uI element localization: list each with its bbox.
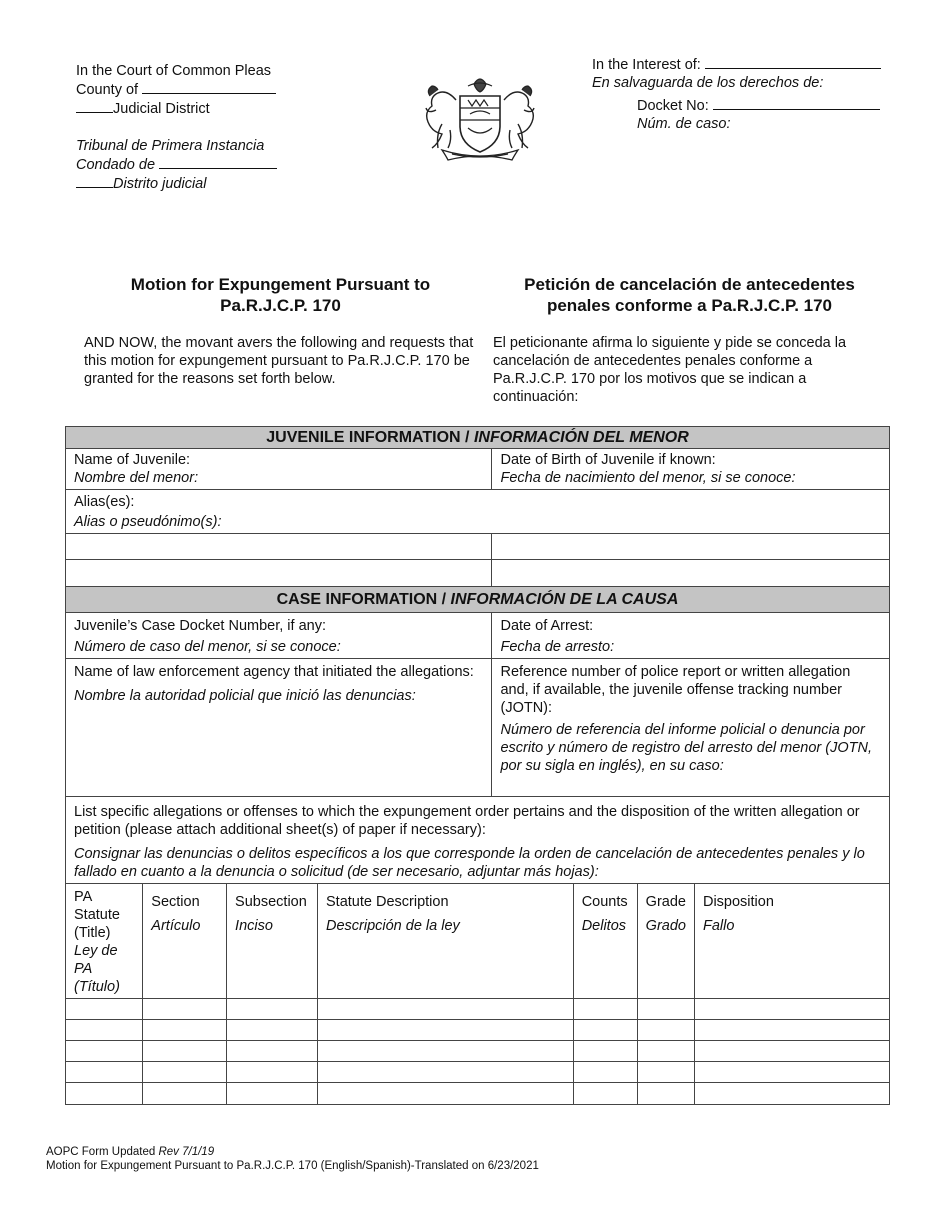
district-number-field[interactable] [76,99,113,113]
cell[interactable] [66,1020,143,1041]
cell[interactable] [694,999,889,1020]
juvenile-dob-cell[interactable]: Date of Birth of Juvenile if known: Fecha de nacimiento del menor, si se conoce: [492,449,890,490]
cell[interactable] [66,1041,143,1062]
column-header: Counts Delitos [573,884,637,999]
column-header: Statute Description Descripción de la ley [318,884,574,999]
docket-label-es: Núm. de caso: [637,116,731,132]
cell[interactable] [227,1083,318,1104]
district-label: Judicial District [113,101,210,117]
cell[interactable] [318,999,574,1020]
reference-number-cell[interactable]: Reference number of police report or written allegation and, if available, the juvenile offense tracking number (JOTN): Número de referencia del informe policial o denuncia por escrito y número de registro del arresto del menor (JOTN, por su sigla en inglés), en su caso: [492,659,890,797]
offense-table-wrapper [66,884,890,1105]
intro-english: AND NOW, the movant avers the following and requests that this motion for expungement pursuant to Pa.R.J.C.P. 170 be granted for the reasons set forth below. [84,335,474,387]
cell[interactable] [227,1041,318,1062]
court-caption-english [76,62,336,118]
cell[interactable] [66,999,143,1020]
docket-field[interactable] [713,96,880,110]
case-docket-cell[interactable]: Juvenile’s Case Docket Number, if any: Número de caso del menor, si se conoce: [66,613,492,659]
table-row[interactable] [66,999,889,1020]
arrest-date-cell[interactable]: Date of Arrest: Fecha de arresto: [492,613,890,659]
cell[interactable] [573,1020,637,1041]
county-label: County of [76,82,139,98]
column-header: Disposition Fallo [702,894,774,934]
cell[interactable] [694,1083,889,1104]
district-label-es: Distrito judicial [113,176,207,192]
cell[interactable] [227,1020,318,1041]
column-header: Subsection Inciso [227,884,318,999]
cell[interactable] [573,1083,637,1104]
court-caption-spanish [76,137,336,193]
cell[interactable] [143,1020,227,1041]
column-header: PA Statute (Title) Ley de PA (Título) [66,884,143,999]
cell[interactable] [694,1062,889,1083]
cell[interactable] [694,1041,889,1062]
cell[interactable] [637,1041,694,1062]
alias-cell[interactable]: Alias(es): Alias o pseudónimo(s): [66,490,890,534]
juvenile-section-header: JUVENILE INFORMATION / INFORMACIÓN DEL MENOR [66,427,890,449]
cell[interactable] [637,1020,694,1041]
cell[interactable] [227,999,318,1020]
cell[interactable] [637,999,694,1020]
county-field[interactable] [142,80,276,94]
cell[interactable] [143,1083,227,1104]
cell[interactable] [637,1083,694,1104]
intro-spanish: El peticionante afirma lo siguiente y pide se conceda la cancelación de antecedentes penales conforme a Pa.R.J.C.P. 170 por los motivos que se indican a continuación: [493,335,847,405]
agency-cell[interactable]: Name of law enforcement agency that initiated the allegations: Nombre la autoridad policial que inició las denuncias: [66,659,492,797]
cell[interactable] [227,1062,318,1083]
cell[interactable] [66,1083,143,1104]
cell[interactable] [573,1062,637,1083]
cell[interactable] [318,1062,574,1083]
column-header: Grade Grado [637,884,694,999]
interest-label-es: En salvaguarda de los derechos de: [592,75,824,91]
court-name: In the Court of Common Pleas [76,63,272,79]
alias-entry-field[interactable] [66,560,492,587]
county-label-es: Condado de [76,157,156,173]
interest-label: In the Interest of: [592,57,701,73]
cell[interactable] [143,999,227,1020]
table-row[interactable] [66,1062,889,1083]
table-row[interactable] [66,1083,889,1104]
cell[interactable] [318,1041,574,1062]
interest-field[interactable] [705,55,881,69]
juvenile-name-cell[interactable]: Name of Juvenile: Nombre del menor: [66,449,492,490]
form-footer: AOPC Form Updated Rev 7/1/19 Motion for Expungement Pursuant to Pa.R.J.C.P. 170 (English/Spanish)-Translated on 6/23/2021 [46,1146,539,1172]
interest-line [592,55,892,92]
offense-table [66,884,889,1104]
offense-table-header [66,884,889,999]
column-header: Section Artículo [143,884,227,999]
cell[interactable] [66,1062,143,1083]
county-field-es[interactable] [159,155,277,169]
cell[interactable] [573,999,637,1020]
district-number-field-es[interactable] [76,174,113,188]
alias-entry-field[interactable] [492,534,890,560]
table-row[interactable] [66,1020,889,1041]
table-row[interactable] [66,1041,889,1062]
pennsylvania-seal-icon [412,70,548,162]
title-english: Motion for Expungement Pursuant to Pa.R.J.C.P. 170 [130,275,431,315]
cell[interactable] [694,1020,889,1041]
cell[interactable] [143,1041,227,1062]
docket-label: Docket No: [637,98,709,114]
cell[interactable] [318,1020,574,1041]
motion-form-table [65,426,890,1105]
cell[interactable] [573,1041,637,1062]
case-section-header: CASE INFORMATION / INFORMACIÓN DE LA CAUSA [66,587,890,613]
offense-list-instructions: List specific allegations or offenses to which the expungement order pertains and the disposition of the written allegation or petition (please attach additional sheet(s) of paper if necessary): Consignar las denuncias o delitos específicos a los que corresponde la orden de cancelación de antecedentes penales y lo fallado en cuanto a la denuncia o solicitud (de ser necesario, adjuntar más hojas): [66,797,890,884]
alias-entry-field[interactable] [492,560,890,587]
court-name-es: Tribunal de Primera Instancia [76,138,265,154]
alias-entry-field[interactable] [66,534,492,560]
docket-line [637,96,897,133]
cell[interactable] [143,1062,227,1083]
title-spanish: Petición de cancelación de antecedentes penales conforme a Pa.R.J.C.P. 170 [524,275,855,315]
cell[interactable] [318,1083,574,1104]
cell[interactable] [637,1062,694,1083]
